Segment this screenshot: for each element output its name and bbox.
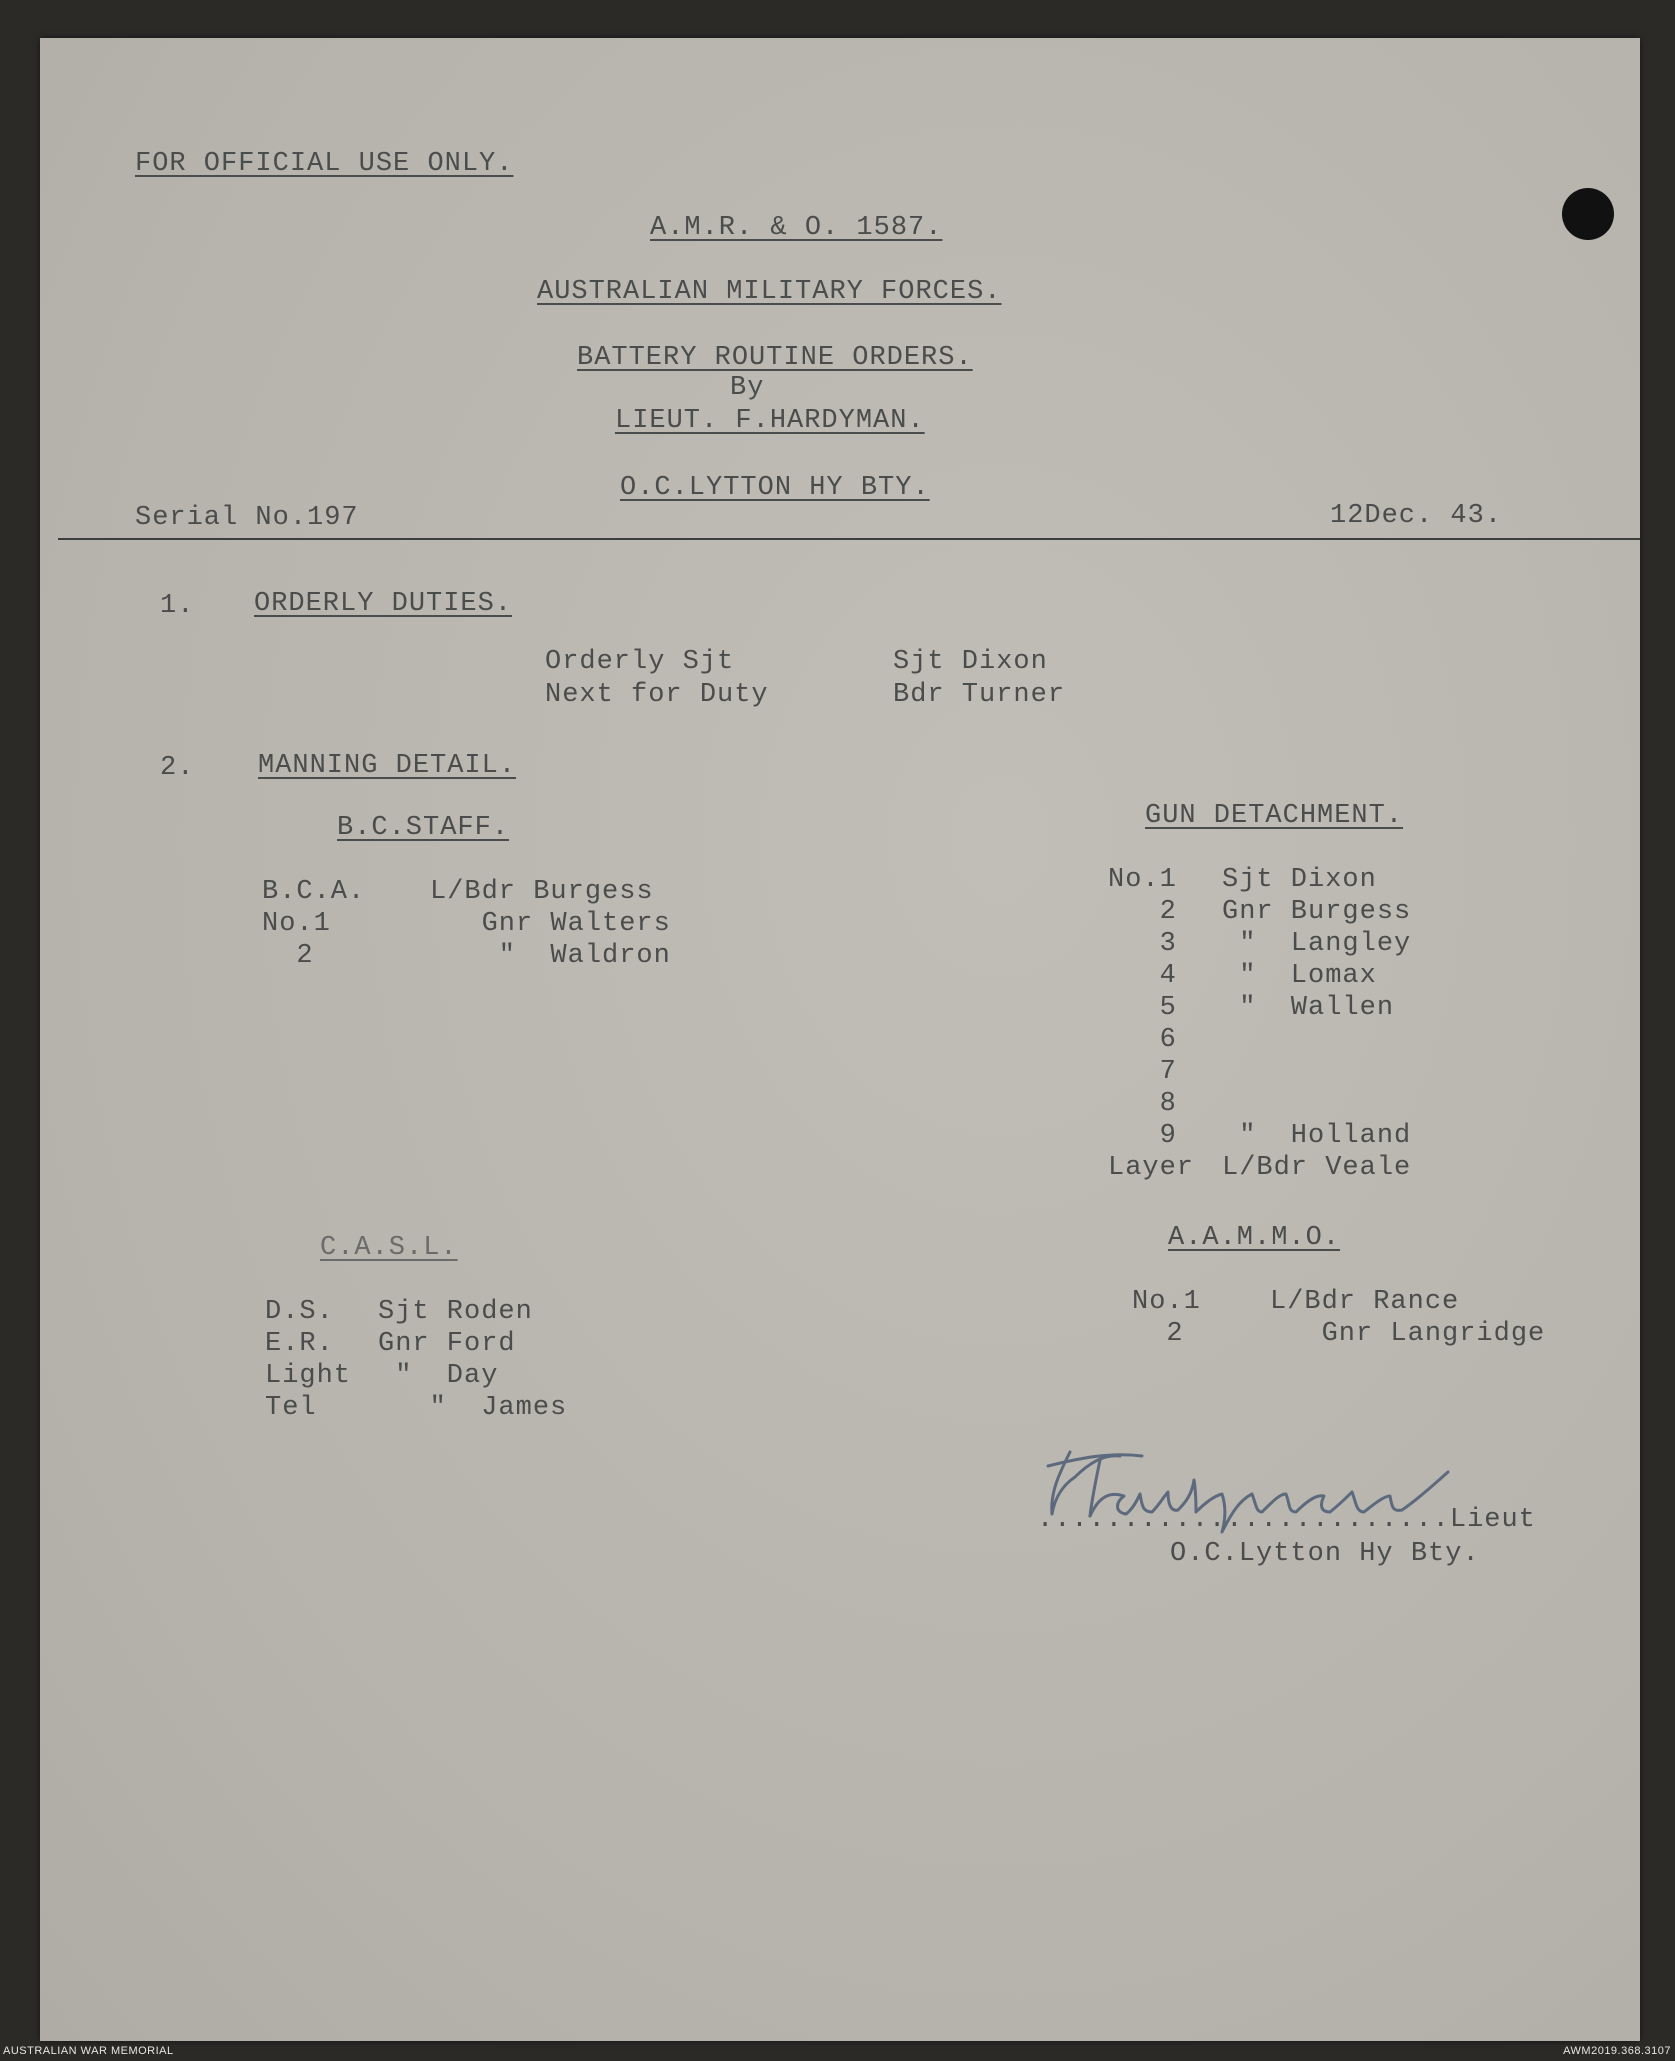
gun-post: 3 <box>1108 929 1177 959</box>
casl-post: Light <box>265 1361 352 1391</box>
gun-post: Layer <box>1108 1153 1195 1183</box>
gun-post: No.1 <box>1108 865 1177 895</box>
bc-staff-name: " Waldron <box>430 941 671 971</box>
signature-unit: O.C.Lytton Hy Bty. <box>1170 1539 1480 1569</box>
aammo-post: No.1 <box>1132 1287 1201 1317</box>
section-2-number: 2. <box>160 753 195 783</box>
bc-staff-post: No.1 <box>262 909 331 939</box>
next-duty-role: Next for Duty <box>545 680 769 710</box>
signature-dots-rank: ........................Lieut <box>1037 1505 1536 1535</box>
gun-detachment-heading: GUN DETACHMENT. <box>1145 801 1404 831</box>
section-2-heading: MANNING DETAIL. <box>258 751 517 781</box>
casl-post: D.S. <box>265 1297 334 1327</box>
archive-reference: AWM2019.368.3107 <box>1563 2045 1671 2057</box>
casl-post: E.R. <box>265 1329 334 1359</box>
bc-staff-heading: B.C.STAFF. <box>337 813 510 843</box>
bc-staff-name: Gnr Walters <box>430 909 671 939</box>
next-duty-name: Bdr Turner <box>893 680 1066 710</box>
gun-post: 2 <box>1108 897 1177 927</box>
gun-post: 6 <box>1108 1025 1177 1055</box>
casl-post: Tel <box>265 1393 317 1423</box>
archive-label: AUSTRALIAN WAR MEMORIAL <box>3 2045 174 2057</box>
gun-post: 9 <box>1108 1121 1177 1151</box>
bc-staff-name: L/Bdr Burgess <box>430 877 654 907</box>
forces-heading: AUSTRALIAN MILITARY FORCES. <box>537 277 1002 307</box>
casl-heading: C.A.S.L. <box>320 1233 458 1263</box>
gun-name: Sjt Dixon <box>1222 865 1377 895</box>
gun-post: 4 <box>1108 961 1177 991</box>
gun-post: 5 <box>1108 993 1177 1023</box>
issuing-officer: LIEUT. F.HARDYMAN. <box>615 406 925 436</box>
bc-staff-post: B.C.A. <box>262 877 366 907</box>
serial-number: Serial No.197 <box>135 503 359 533</box>
gun-name: " Lomax <box>1222 961 1377 991</box>
aammo-name: L/Bdr Rance <box>1270 1287 1460 1317</box>
unit-heading: O.C.LYTTON HY BTY. <box>620 473 930 503</box>
order-date: 12Dec. 43. <box>1330 501 1503 531</box>
gun-post: 8 <box>1108 1089 1177 1119</box>
classification-label: FOR OFFICIAL USE ONLY. <box>135 149 514 179</box>
orderly-name: Sjt Dixon <box>893 647 1048 677</box>
gun-name: " Holland <box>1222 1121 1412 1151</box>
casl-name: " Day <box>378 1361 499 1391</box>
section-1-heading: ORDERLY DUTIES. <box>254 589 513 619</box>
section-1-number: 1. <box>160 591 195 621</box>
casl-name: Gnr Ford <box>378 1329 516 1359</box>
document-page <box>40 38 1640 2041</box>
gun-name: " Wallen <box>1222 993 1395 1023</box>
gun-name: L/Bdr Veale <box>1222 1153 1412 1183</box>
header-rule <box>58 538 1640 540</box>
aammo-name: Gnr Langridge <box>1270 1319 1546 1349</box>
gun-name: Gnr Burgess <box>1222 897 1412 927</box>
by-label: By <box>730 373 765 403</box>
gun-name: " Langley <box>1222 929 1412 959</box>
orderly-role: Orderly Sjt <box>545 647 735 677</box>
gun-post: 7 <box>1108 1057 1177 1087</box>
casl-name: Sjt Roden <box>378 1297 533 1327</box>
aammo-heading: A.A.M.M.O. <box>1168 1223 1341 1253</box>
casl-name: " James <box>378 1393 568 1423</box>
aammo-post: 2 <box>1132 1319 1184 1349</box>
bc-staff-post: 2 <box>262 941 314 971</box>
document-title: BATTERY ROUTINE ORDERS. <box>577 343 973 373</box>
punch-hole <box>1562 188 1614 240</box>
form-reference: A.M.R. & O. 1587. <box>650 213 943 243</box>
